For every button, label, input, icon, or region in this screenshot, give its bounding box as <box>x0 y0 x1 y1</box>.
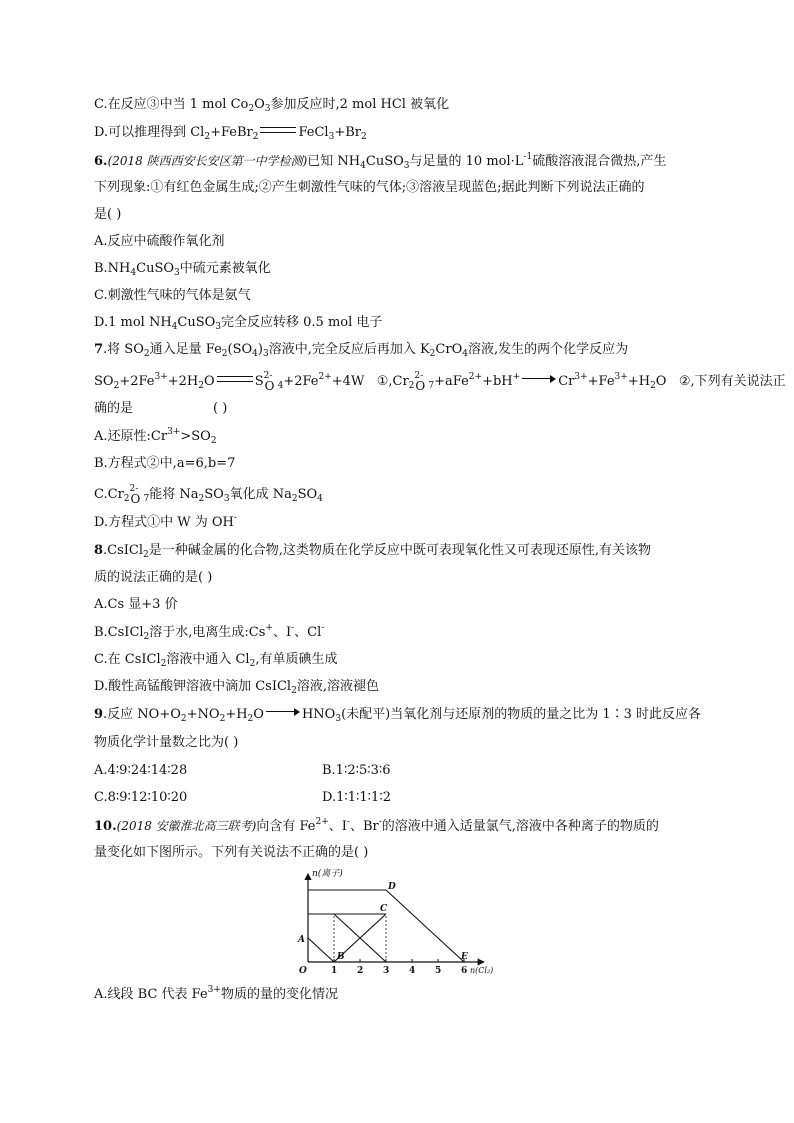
q6-option-b[interactable]: $B.NH_4CuSO_3$中硫元素被氧化 <box>94 261 271 278</box>
chart-point-labels <box>297 882 468 962</box>
q7-option-a[interactable]: A.还原性$:Cr^{3+}>SO_2$ <box>94 427 217 446</box>
q9-option-b[interactable]: B.1∶2∶5∶3∶6 <box>322 763 391 778</box>
q9-stem-line-2: 物质化学计量数之比为( ) <box>94 735 239 750</box>
q10-option-a[interactable]: A.线段 BC 代表 $Fe^{3+}$物质的量的变化情况 <box>94 985 338 1002</box>
point-label-A: A <box>298 935 305 945</box>
q7-stem-line-1: 7.将 $SO_2$通入足量 $Fe_2(SO_4)_3$溶液中,完全反应后再加入 $K_2CrO_4$溶液,发生的两个化学反应为 <box>94 342 629 359</box>
x-tick-label: 5 <box>435 966 442 976</box>
x-tick-label: 2 <box>357 966 364 976</box>
reaction-arrow-icon <box>522 374 556 384</box>
q7-option-d[interactable]: D.方程式①中 W 为 OH- <box>94 513 237 530</box>
q5-option-d[interactable]: D.可以推理得到 $Cl_2+FeBr_2$ $FeCl_3+Br_2$ <box>94 125 367 142</box>
q9-option-a[interactable]: A.4∶9∶24∶14∶28 <box>94 763 188 778</box>
q9-option-c[interactable]: C.8∶9∶12∶10∶20 <box>94 790 188 805</box>
q10-stem-line-2: 量变化如下图所示。下列有关说法不正确的是( ) <box>94 845 369 860</box>
q9-options-row-1 <box>94 762 594 780</box>
origin-label: O <box>299 966 307 976</box>
q7-equations: $SO_2+2Fe^{3+}+2H_2O$ S 2- O $_4+2Fe^{2+}+4W$ $①,Cr_2$ 2- O $_7$+aFe$^{2+}$+bH+ $Cr^{3+}+Fe^{3+}+H_2O$ ②,下列有关说法正 <box>94 371 786 393</box>
reaction-arrow-icon <box>266 707 300 717</box>
q6-option-c[interactable]: C.刺激性气味的气体是氨气 <box>94 288 251 303</box>
x-tick-label: 6 <box>461 966 468 976</box>
x-tick-label: 3 <box>383 966 390 976</box>
q8-option-d[interactable]: D.酸性高锰酸钾溶液中滴加 CsICl$_2$溶液,溶液褪色 <box>94 679 379 696</box>
x-tick-label: 4 <box>409 966 416 976</box>
q5-option-c[interactable]: C.在反应③中当 1 mol $Co_2O_3$参加反应时,2 mol HCl 被氧化 <box>94 97 450 114</box>
q8-option-a[interactable]: A.Cs 显+3 价 <box>94 597 178 612</box>
q6-option-d[interactable]: D.1 mol $NH_4CuSO_3$完全反应转移 0.5 mol 电子 <box>94 315 383 332</box>
q8-stem-line-2: 质的说法正确的是( ) <box>94 570 213 585</box>
equals-sign-icon <box>217 376 253 382</box>
q9-options-row-2 <box>94 789 594 807</box>
y-axis-label: n(离子) <box>312 869 343 879</box>
q9-stem-line-1: 9.反应 $NO+O_2+NO_2+H_2O$ $HNO_3$(未配平)当氧化剂与还原剂的物质的量之比为 1∶3 时此反应各 <box>94 707 702 724</box>
q8-option-b[interactable]: B.CsICl$_2$溶于水,电离生成:Cs+、I-、Cl- <box>94 623 325 642</box>
q7-option-b[interactable]: B.方程式②中,a=6,b=7 <box>94 456 236 471</box>
q7-option-c[interactable]: $C.Cr_2$ 2- O $_7$能将 $Na_2SO_3$氧化成 $Na_2SO_4$ <box>94 484 323 506</box>
q6-stem-line-3: 是( ) <box>94 207 122 222</box>
series-AB <box>308 938 334 962</box>
q8-option-c[interactable]: C.在 CsICl$_2$溶液中通入 $Cl_2$,有单质碘生成 <box>94 652 338 669</box>
point-label-C: C <box>380 904 388 914</box>
ion-amount-chart <box>290 866 510 978</box>
point-label-D: D <box>388 882 396 892</box>
q6-stem-line-1: 6.(2018 陕西西安长安区第一中学检测)已知 $NH_4CuSO_3$与足量的 10 $mol\cdot L^{-1}$硫酸溶液混合微热,产生 <box>94 152 667 171</box>
point-label-E: E <box>461 952 468 962</box>
q10-stem-line-1: 10.(2018 安徽淮北高三联考)向含有 $Fe^{2+}$、I-、Br-的溶液中通入适量氯气,溶液中各种离子的物质的 <box>94 817 659 834</box>
x-tick-label: 1 <box>331 966 338 976</box>
q6-stem-line-2: 下列现象:①有红色金属生成;②产生刺激性气味的气体;③溶液呈现蓝色;据此判断下列说法正确的 <box>94 180 645 195</box>
equals-sign-icon <box>260 127 296 133</box>
q6-option-a[interactable]: A.反应中硫酸作氧化剂 <box>94 234 225 249</box>
q7-stem-line-3: 确的是 ( ) <box>94 401 228 416</box>
q9-option-d[interactable]: D.1∶1∶1∶1∶2 <box>322 790 391 805</box>
q8-stem-line-1: 8.CsICl$_2$是一种碱金属的化合物,这类物质在化学反应中既可表现氧化性又可表现还原性,有关该物 <box>94 543 652 560</box>
chart-series <box>308 890 464 962</box>
x-axis-label: n(Cl₂) <box>470 966 494 975</box>
point-label-B: B <box>337 952 345 962</box>
